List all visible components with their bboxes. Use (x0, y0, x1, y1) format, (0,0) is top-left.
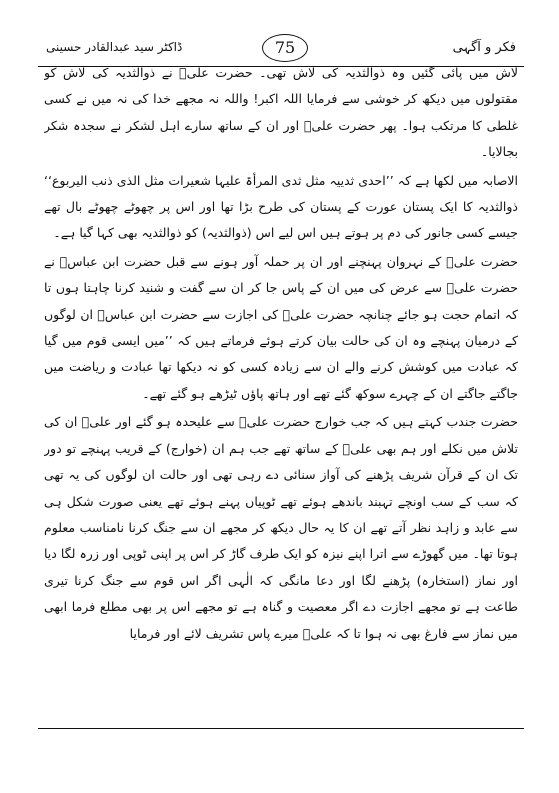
paragraph: لاش میں پائی گئیں وہ ذوالثدیہ کی لاش تھی۔ حضرت علیؓ نے ذوالثدیہ کی لاش کو مقتولوں میں دیکھ کر خوشی سے فرمایا اللہ اکبر! واللہ نہ مجھے خدا کی نہ میں نے کسی غلطی کا مرتکب ہوا۔ پھر حضرت علیؓ اور ان کے ساتھ سارے اہل لشکر نے سجدہ شکر بجالایا۔ (44, 65, 518, 160)
paragraph: الاصابہ میں لکھا ہے کہ ’’احدی ثدییہ مثل ثدی المرأۃ علیہا شعیرات مثل الذی ذنب الیربوع‘‘ ذوالثدیہ کا ایک پستان عورت کے پستان کی طرح بڑا تھا اور اس پر چھوٹے چھوٹے بال تھے جیسے کسی جانور کی دم پر ہوتے ہیں اس لیے اس (ذوالثدیہ) کو ذوالثدیہ بھی کہا گیا ہے۔ (44, 172, 518, 241)
page-number: 75 (262, 34, 308, 62)
page-frame (38, 20, 524, 780)
footer-rule (38, 728, 524, 729)
paragraph: حضرت علیؓ کے نہروان پہنچنے اور ان پر حملہ آور ہونے سے قبل حضرت ابن عباسؓ نے حضرت علیؓ سے عرض کی میں ان کے پاس جا کر ان سے گفت و شنید کرنا چاہتا ہوں تا کہ اتمام حجت ہو جائے چنانچہ حضرت علیؓ کی اجازت سے حضرت ابن عباسؓ ان لوگوں کے درمیان پہنچے وہ ان کی حالت بیان کرتے ہوئے فرماتے ہیں کہ ’’میں ایسی قوم میں گیا کہ عبادت میں کوشش کرنے والے ان سے زیادہ کسی کو نہ دیکھا تھا عبادت و ریاضت میں جاگتے جاگتے ان کے چہرے سوکھ گئے تھے اور ہاتھ پاؤں ٹیڑھے ہو گئے تھے۔ (44, 253, 518, 401)
book-title: فکر و آگہی (452, 40, 516, 55)
page-body (44, 60, 518, 724)
author-name: ڈاکٹر سید عبدالقادر حسینی (46, 40, 183, 54)
paragraph: حضرت جندب کہتے ہیں کہ جب خوارج حضرت علیؓ سے علیحدہ ہو گئے اور علیؓ ان کی تلاش میں نکلے اور ہم بھی علیؓ کے ساتھ تھے جب ہم ان (خوارج) کے قریب پہنچے تو دور تک ان کے قرآن شریف پڑھنے کی آواز سنائی دے رہی تھی اور حالت ان لوگوں کی یہ تھی کہ سب کے سب اونچے تہبند باندھے ہوئے تھے ٹوپیاں پہنے ہوئے تھے یعنی صورت شکل ہی سے عابد و زاہد نظر آتے تھے ان کا یہ حال دیکھ کر مجھے ان سے جنگ کرنا نامناسب معلوم ہوتا تھا۔ میں گھوڑے سے اترا اپنے نیزہ کو ایک طرف گاڑ کر اس پر اپنی ٹوپی اور زرہ لگا دیا اور نماز (استخارہ) پڑھنے لگا اور دعا مانگی کہ الٰہی اگر اس قوم سے جنگ کرنا تیری طاعت ہے تو مجھے اجازت دے اگر معصیت و گناہ ہے تو مجھے اس پر بھی مطلع فرما ابھی میں نماز سے فارغ بھی نہ ہوا تا کہ علیؓ میرے پاس تشریف لائے اور فرمایا (44, 414, 518, 641)
